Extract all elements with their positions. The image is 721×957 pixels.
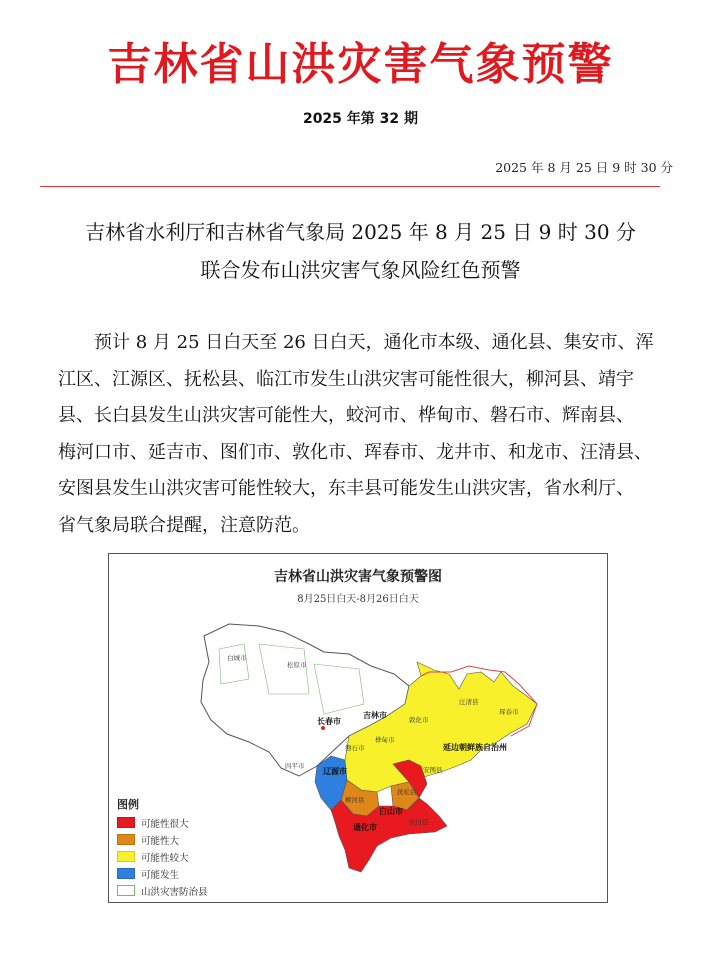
label-siping: 四平市 bbox=[285, 762, 305, 770]
legend-item bbox=[117, 865, 208, 882]
notice-body bbox=[58, 325, 662, 544]
page-title: 吉林省山洪灾害气象预警 bbox=[107, 39, 614, 90]
legend-title: 图例 bbox=[117, 798, 139, 811]
body-line: 江区、江源区、抚松县、临江市发生山洪灾害可能性很大，柳河县、靖宇 bbox=[58, 368, 634, 390]
legend-swatch-outline bbox=[117, 885, 135, 896]
header-divider bbox=[40, 186, 660, 187]
label-liuhe: 柳河县 bbox=[345, 796, 365, 804]
warning-map-figure bbox=[108, 553, 608, 903]
label-changchun: 长春市 bbox=[317, 717, 341, 726]
issue-date: 2025 年 8 月 25 日 9 时 30 分 bbox=[495, 160, 673, 175]
legend-label: 可能发生 bbox=[141, 869, 180, 881]
changchun-marker bbox=[321, 726, 325, 730]
legend-swatch-orange bbox=[117, 834, 135, 845]
legend-label: 山洪灾害防治县 bbox=[141, 886, 208, 898]
legend-label: 可能性较大 bbox=[141, 852, 189, 864]
legend-label: 可能性大 bbox=[141, 835, 180, 847]
label-hunchun: 珲春市 bbox=[499, 708, 519, 716]
body-line: 预计 8 月 25 日白天至 26 日白天，通化市本级、通化县、集安市、浑 bbox=[94, 332, 654, 353]
label-jilin: 吉林市 bbox=[363, 711, 387, 720]
map-title: 吉林省山洪灾害气象预警图 bbox=[274, 569, 442, 585]
label-baishan: 白山市 bbox=[379, 807, 403, 816]
map-legend bbox=[117, 796, 208, 899]
label-fusong: 抚松县 bbox=[397, 788, 417, 796]
legend-swatch-red bbox=[117, 817, 135, 828]
label-baicheng: 白城市 bbox=[227, 654, 247, 662]
legend-item bbox=[117, 848, 208, 865]
body-line: 安图县发生山洪灾害可能性较大，东丰县可能发生山洪灾害，省水利厅、 bbox=[58, 478, 634, 499]
label-yanbian: 延边朝鲜族自治州 bbox=[443, 743, 507, 752]
label-changbai: 长白县 bbox=[409, 818, 429, 826]
issue-number: 2025 年第 32 期 bbox=[302, 111, 419, 127]
legend-swatch-yellow bbox=[117, 851, 135, 862]
legend-swatch-blue bbox=[117, 868, 135, 879]
legend-item bbox=[117, 882, 208, 899]
label-dunhua: 敦化市 bbox=[409, 716, 429, 724]
body-line: 县、长白县发生山洪灾害可能性大，蛟河市、桦甸市、磐石市、辉南县、 bbox=[58, 405, 634, 426]
legend-item bbox=[117, 831, 208, 848]
label-tonghua: 通化市 bbox=[353, 823, 377, 832]
body-line: 梅河口市、延吉市、图们市、敦化市、珲春市、龙井市、和龙市、汪清县、 bbox=[58, 441, 652, 463]
notice-heading-line-2: 联合发布山洪灾害气象风险红色预警 bbox=[200, 258, 521, 282]
label-panshi: 磐石市 bbox=[345, 744, 365, 752]
legend-label: 可能性很大 bbox=[141, 818, 189, 830]
map-subtitle: 8月25日白天-8月26日白天 bbox=[297, 594, 419, 605]
label-liaoyuan: 辽源市 bbox=[323, 767, 347, 776]
label-huadian: 桦甸市 bbox=[375, 736, 395, 744]
body-line: 省气象局联合提醒，注意防范。 bbox=[58, 514, 310, 536]
label-songyuan: 松原市 bbox=[287, 661, 307, 669]
legend-item bbox=[117, 814, 208, 831]
label-wangqing: 汪清县 bbox=[459, 698, 479, 706]
notice-heading-line-1: 吉林省水利厅和吉林省气象局 2025 年 8 月 25 日 9 时 30 分 bbox=[85, 220, 636, 244]
label-antu: 安图县 bbox=[423, 766, 443, 774]
